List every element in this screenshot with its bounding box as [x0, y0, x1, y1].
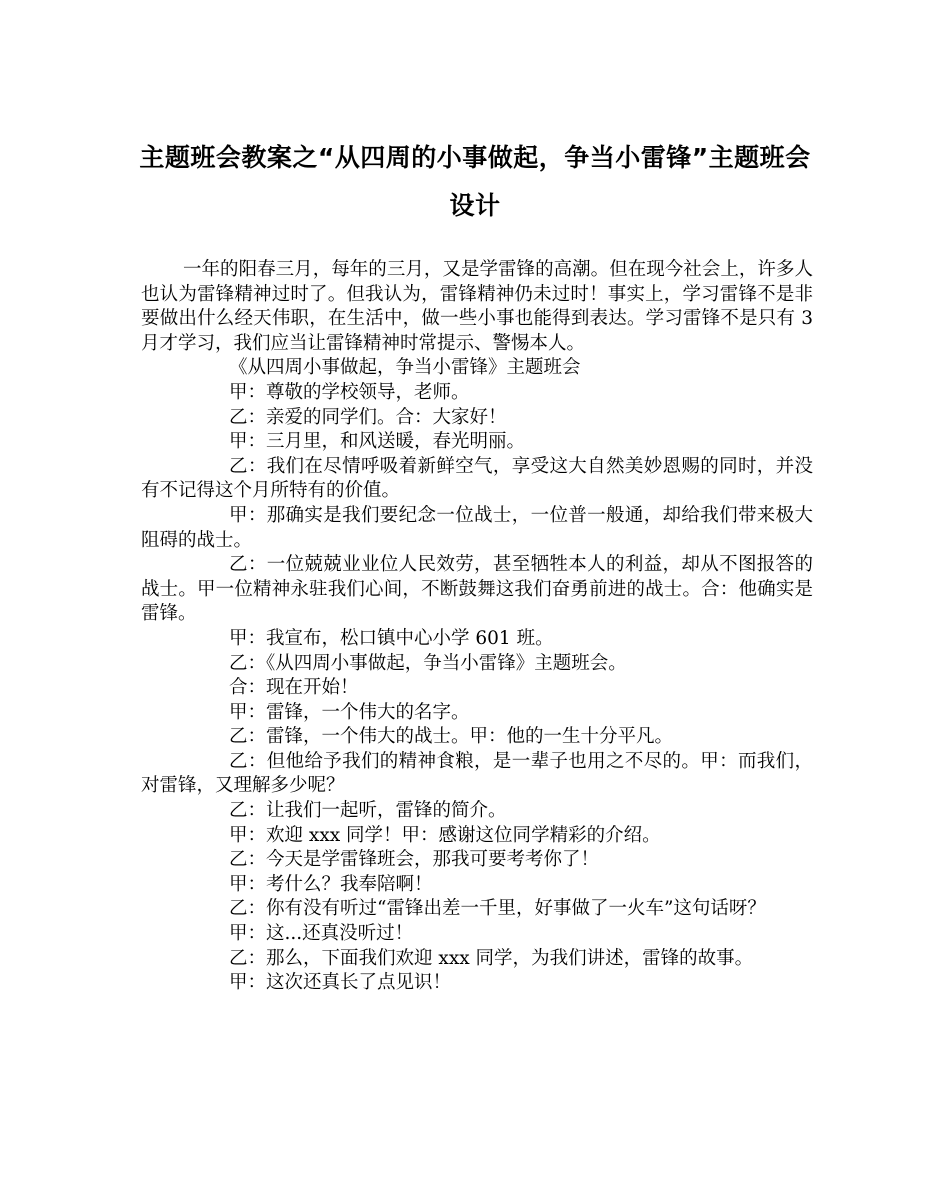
dialogue-line: 甲：三月里，和风送暖，春光明丽。 — [229, 431, 526, 453]
dialogue-line: 甲：欢迎 xxx 同学！甲：感谢这位同学精彩的介绍。 — [229, 824, 661, 846]
paragraph-intro: 一年的阳春三月，每年的三月，又是学雷锋的高潮。但在现今社会上，许多人也认为雷锋精神过时了。但我认为，雷锋精神仍未过时！事实上，学习雷锋不是非要做出什么经天伟职，在生活中，做一些小事也能得到表达。学习雷锋不是只有 3 月才学习，我们应当让雷锋精神时常提示、警惕本人。 — [141, 259, 813, 354]
dialogue-line: 乙：让我们一起听，雷锋的简介。 — [229, 800, 507, 822]
dialogue-line: 乙：你有没有听过“雷锋出差一千里，好事做了一火车”这句话呀？ — [229, 898, 766, 920]
dialogue-line: 甲：那确实是我们要纪念一位战士，一位普一般通，却给我们带来极大阻碍的战士。 — [141, 504, 813, 551]
dialogue-line: 乙：那么，下面我们欢迎 xxx 同学，为我们讲述，雷锋的故事。 — [229, 947, 754, 969]
dialogue-line: 甲：这...还真没听过！ — [229, 923, 414, 945]
dialogue-line: 甲：这次还真长了点见识！ — [229, 972, 452, 994]
document-title: 主题班会教案之“从四周的小事做起，争当小雷锋”主题班会设计 — [139, 143, 811, 220]
dialogue-line: 合：现在开始！ — [229, 677, 359, 699]
document-body — [141, 258, 813, 996]
dialogue-line: 乙：一位兢兢业业位人民效劳，甚至牺牲本人的利益，却从不图报答的战士。甲一位精神永驻我们心间，不断鼓舞这我们奋勇前进的战士。合：他确实是雷锋。 — [141, 554, 813, 625]
dialogue-line: 甲：我宣布，松口镇中心小学 601 班。 — [229, 627, 554, 649]
dialogue-line: 乙：但他给予我们的精神食粮，是一辈子也用之不尽的。甲：而我们，对雷锋，又理解多少呢？ — [141, 750, 813, 797]
dialogue-line: 甲：雷锋，一个伟大的名字。 — [229, 701, 470, 723]
dialogue-line: 乙：《从四周小事做起，争当小雷锋》主题班会。 — [229, 652, 627, 674]
dialogue-line: 乙：亲爱的同学们。合：大家好！ — [229, 406, 507, 428]
dialogue-line: 甲：考什么？我奉陪啊！ — [229, 873, 433, 895]
dialogue-line: 甲：尊敬的学校领导，老师。 — [229, 381, 470, 403]
dialogue-line: 乙：今天是学雷锋班会，那我可要考考你了！ — [229, 849, 600, 871]
dialogue-line: 乙：我们在尽情呼吸着新鲜空气，享受这大自然美妙恩赐的同时，并没有不记得这个月所特有的价值。 — [141, 455, 813, 502]
paragraph-meeting-title: 《从四周小事做起，争当小雷锋》主题班会 — [229, 357, 581, 379]
dialogue-line: 乙：雷锋，一个伟大的战士。甲：他的一生十分平凡。 — [229, 726, 674, 748]
